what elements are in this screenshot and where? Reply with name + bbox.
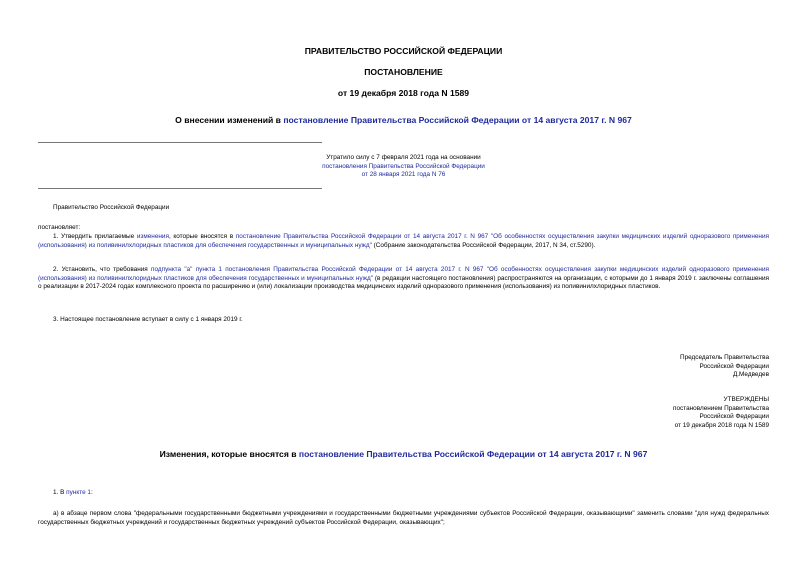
changes-title-prefix: Изменения, которые вносятся в xyxy=(159,449,299,459)
approved-block xyxy=(480,396,769,430)
p1-text-a: 1. Утвердить прилагаемые xyxy=(53,233,137,240)
p1-text-b: , которые вносятся в xyxy=(168,233,236,240)
signature-country: Российской Федерации xyxy=(699,362,769,370)
approved-country: Российской Федерации xyxy=(699,413,769,421)
divider-bottom xyxy=(38,188,322,189)
status-line: Утратило силу с 7 февраля 2021 года на основании xyxy=(326,154,481,161)
decree-word: постановляет: xyxy=(38,224,81,231)
p2-text-b: (в редакции настоящего постановления) распространяются на организации, с которыми до 1 января 2019 г. заключены соглашения о реализации в 2017-2024 годах комплексного проекта по расширению и (или) локализации производства медицинских изделий одноразового применения (использования) из поливинилхлоридных пластиков. xyxy=(38,274,769,291)
document-type: ПОСТАНОВЛЕНИЕ xyxy=(364,67,443,77)
title-link[interactable]: постановление Правительства Российской Федерации от 14 августа 2017 г. N 967 xyxy=(283,115,632,125)
item1-suffix: : xyxy=(90,489,93,496)
paragraph-2 xyxy=(38,266,769,292)
changes-item-1 xyxy=(53,489,93,498)
p2-link[interactable]: подпункта "а" пункта 1 постановления Правительства Российской Федерации от 14 августа 2017 г. N 967 "Об особенностях осуществления закупки медицинских изделий одноразового применения (использования) из поливинилхлоридных пластиков для обеспечения государственных и муниципальных нужд" xyxy=(38,266,769,282)
page-title xyxy=(0,115,807,125)
paragraph-1 xyxy=(38,233,769,250)
approved-title: УТВЕРЖДЕНЫ xyxy=(723,396,769,403)
paragraph-3: 3. Настоящее постановление вступает в силу с 1 января 2019 г. xyxy=(53,316,243,323)
status-note xyxy=(270,154,537,180)
status-link-resolution[interactable]: постановления Правительства Российской Федерации xyxy=(322,162,485,170)
issuer: Правительство Российской Федерации xyxy=(53,204,170,211)
title-prefix: О внесении изменений в xyxy=(175,115,284,125)
government-heading: ПРАВИТЕЛЬСТВО РОССИЙСКОЙ ФЕДЕРАЦИИ xyxy=(304,46,503,56)
document-date-number: от 19 декабря 2018 года N 1589 xyxy=(337,88,470,98)
p1-text-c: (Собрание законодательства Российской Федерации, 2017, N 34, ст.5290). xyxy=(371,241,596,249)
item1-link[interactable]: пункте 1 xyxy=(66,489,91,496)
p1-link-changes[interactable]: изменения xyxy=(136,233,169,240)
signature-position: Председатель Правительства xyxy=(680,354,769,361)
signature-name: Д.Медведев xyxy=(732,371,769,379)
item-a-text: а) в абзаце первом слова "федеральными государственными бюджетными учреждениями и государственными бюджетными учреждениями субъектов Российской Федерации, оказывающими" заменить словами "для нужд федеральных государственных бюджетных учреждений и государственных бюджетных учреждений субъектов Российской Федерации, оказывающих"; xyxy=(38,510,769,526)
item1-prefix: 1. В xyxy=(53,489,67,496)
divider-top xyxy=(38,142,322,143)
changes-title-link[interactable]: постановление Правительства Российской Федерации от 14 августа 2017 г. N 967 xyxy=(298,449,648,459)
changes-item-a xyxy=(38,510,769,527)
status-link-date[interactable]: от 28 января 2021 года N 76 xyxy=(361,171,446,179)
approved-by: постановлением Правительства xyxy=(673,404,769,412)
signature-block xyxy=(480,354,769,380)
p1-link-resolution[interactable]: постановление Правительства Российской Федерации от 14 августа 2017 г. N 967 "Об особенностях осуществления закупки медицинских изделий одноразового применения (использования) из поливинилхлоридных пластиков для обеспечения государственных и муниципальных нужд" xyxy=(38,233,769,249)
approved-date: от 19 декабря 2018 года N 1589 xyxy=(674,421,769,429)
changes-title xyxy=(0,449,807,459)
p2-text-a: 2. Установить, что требования xyxy=(53,266,152,273)
